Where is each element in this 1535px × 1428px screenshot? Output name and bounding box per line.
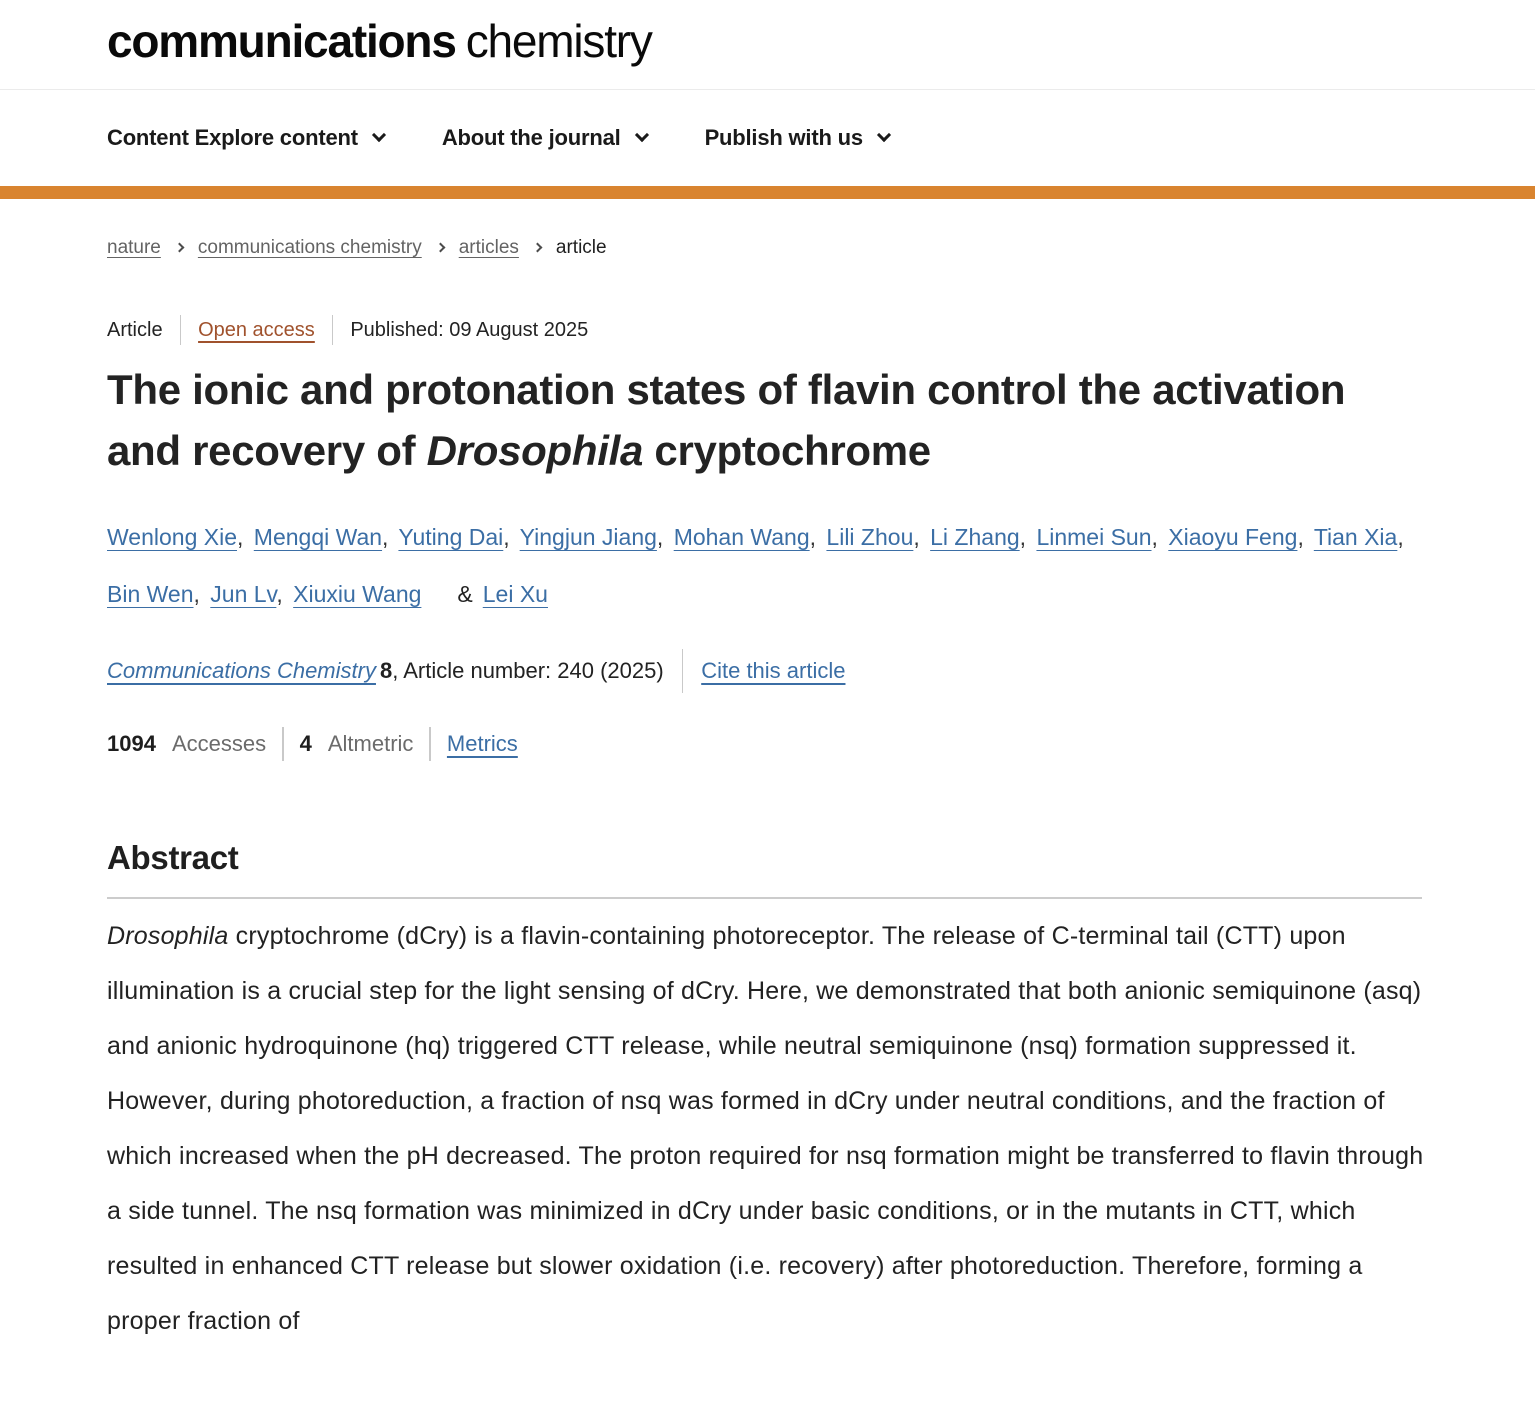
page-title-italic: Drosophila: [426, 427, 644, 474]
author-link[interactable]: Bin Wen: [107, 581, 194, 607]
author-link[interactable]: Mengqi Wan: [253, 524, 383, 550]
volume-number: 8: [379, 658, 393, 683]
page-title-part2: cryptochrome: [643, 427, 931, 474]
journal-logo[interactable]: [107, 12, 652, 70]
divider: [429, 727, 431, 761]
breadcrumb: [107, 237, 1428, 259]
author-link[interactable]: Tian Xia: [1313, 524, 1398, 550]
author-separator: ,: [276, 581, 283, 607]
author-link[interactable]: Lei Xu: [482, 581, 548, 607]
chevron-down-icon: [634, 128, 648, 142]
metrics-row: [107, 727, 1428, 761]
abstract-heading: Abstract: [107, 839, 239, 876]
citation-text: [107, 658, 664, 684]
cite-this-article-link[interactable]: Cite this article: [701, 658, 846, 683]
abstract-body: cryptochrome (dCry) is a flavin-containing photoreceptor. The release of C-terminal tail (CTT) upon illumination is a crucial step for the light sensing of dCry. Here, we demonstrated that both anionic semiquinone (asq) and anionic hydroquinone (hq) triggered CTT release, while neutral semiquinone (nsq) formation suppressed it. However, during photoreduction, a fraction of nsq was formed in dCry under neutral conditions, and the fraction of which increased when the pH decreased. The proton required for nsq formation might be transferred to flavin through a side tunnel. The nsq formation was minimized in dCry under basic conditions, or in the mutants in CTT, which resulted in enhanced CTT release but slower oxidation (i.e. recovery) after photoreduction. Therefore, forming a proper fraction of: [107, 922, 1424, 1335]
author-separator: ,: [193, 581, 200, 607]
author-link[interactable]: Yingjun Jiang: [519, 524, 657, 550]
chevron-right-icon: [532, 242, 542, 252]
author-separator: ,: [809, 524, 817, 550]
author-link[interactable]: Xiuxiu Wang: [293, 581, 422, 607]
article-meta-row: [107, 315, 1428, 345]
divider: [180, 315, 182, 345]
journal-logo-light: chemistry: [465, 15, 652, 67]
author-link[interactable]: Linmei Sun: [1036, 524, 1152, 550]
page-title: [107, 359, 1397, 481]
breadcrumb-link-articles[interactable]: articles: [458, 237, 519, 258]
author-separator: ,: [1297, 524, 1304, 550]
section-divider: [107, 897, 1422, 899]
chevron-down-icon: [372, 128, 386, 142]
main-nav: [0, 90, 1535, 186]
nav-item-about-the-journal[interactable]: [442, 125, 647, 151]
metrics-link[interactable]: Metrics: [446, 731, 518, 756]
chevron-right-icon: [435, 242, 445, 252]
accent-bar: [0, 186, 1535, 199]
author-separator: ,: [913, 524, 920, 550]
breadcrumb-current: article: [555, 237, 607, 258]
chevron-down-icon: [877, 128, 891, 142]
nav-item-label: Content Explore content: [107, 125, 358, 150]
divider: [332, 315, 334, 345]
citation-row: [107, 649, 1428, 693]
author-separator: ,: [1019, 524, 1027, 550]
ampersand: &: [457, 581, 473, 607]
altmetric-count: 4: [299, 731, 312, 756]
breadcrumb-link-nature[interactable]: nature: [107, 237, 161, 258]
author-separator: ,: [656, 524, 664, 550]
author-link[interactable]: Jun Lv: [210, 581, 277, 607]
journal-link[interactable]: Communications Chemistry: [107, 658, 376, 683]
breadcrumb-link-communications-chemistry[interactable]: communications chemistry: [197, 237, 422, 258]
article-page: [0, 237, 1535, 1349]
author-link[interactable]: Mohan Wang: [673, 524, 810, 550]
nav-item-explore-content[interactable]: [107, 125, 384, 151]
author-link[interactable]: Lili Zhou: [826, 524, 914, 550]
abstract-text: [107, 909, 1428, 1349]
nav-item-label: Publish with us: [704, 125, 863, 150]
nav-item-publish-with-us[interactable]: [705, 125, 889, 151]
divider: [282, 727, 284, 761]
accesses-label: Accesses: [171, 731, 267, 756]
author-separator: ,: [382, 524, 389, 550]
author-link[interactable]: Xiaoyu Feng: [1168, 524, 1298, 550]
author-separator: ,: [237, 524, 244, 550]
open-access-link[interactable]: Open access: [198, 318, 315, 341]
author-link[interactable]: Wenlong Xie: [107, 524, 237, 550]
altmetric-label: Altmetric: [327, 731, 414, 756]
author-separator: ,: [503, 524, 510, 550]
author-list: [107, 509, 1428, 623]
journal-logo-bold: communications: [107, 15, 456, 67]
author-link[interactable]: Yuting Dai: [398, 524, 504, 550]
author-separator: ,: [1397, 524, 1404, 550]
chevron-right-icon: [174, 242, 184, 252]
abstract-section: [107, 839, 1428, 1349]
article-number: , Article number: 240 (2025): [392, 658, 664, 683]
article-type-label: Article: [107, 318, 163, 341]
nav-item-label: About the journal: [441, 125, 621, 150]
accesses-count: 1094: [107, 731, 156, 756]
site-header: [0, 0, 1535, 90]
published-date: Published: 09 August 2025: [350, 318, 589, 341]
author-separator: ,: [1151, 524, 1158, 550]
divider: [682, 649, 684, 693]
abstract-lead-italic: Drosophila: [107, 922, 229, 950]
page-title-part1: The ionic and protonation states of flavin control the activation and recovery of: [107, 366, 1346, 474]
author-link[interactable]: Li Zhang: [930, 524, 1020, 550]
